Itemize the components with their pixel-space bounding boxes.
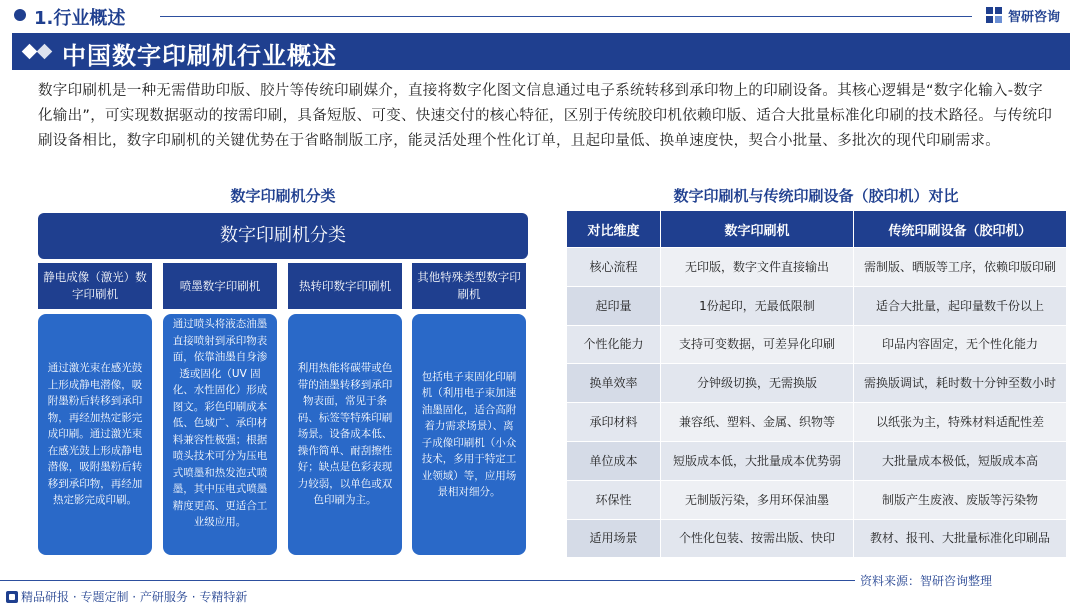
dimension-cell: 核心流程 [567, 248, 661, 287]
offset-cell: 需换版调试，耗时数十分钟至数小时 [854, 364, 1067, 403]
offset-cell: 制版产生废液、废版等污染物 [854, 480, 1067, 519]
footer-bar [6, 588, 247, 605]
table-row [567, 519, 1067, 558]
footer-report-icon [6, 591, 18, 603]
header-divider [160, 16, 972, 17]
table-row [567, 480, 1067, 519]
category-label: 其他特殊类型数字印刷机 [412, 263, 526, 309]
column-header: 数字印刷机 [661, 211, 854, 248]
category-label: 静电成像（激光）数字印刷机 [38, 263, 152, 309]
classification-heading: 数字印刷机分类 [230, 187, 336, 205]
dimension-cell: 适用场景 [567, 519, 661, 558]
source-note: 资料来源：智研咨询整理 [860, 574, 993, 588]
table-header-row [567, 211, 1067, 248]
title-banner [12, 33, 1070, 70]
dimension-cell: 换单效率 [567, 364, 661, 403]
offset-cell: 适合大批量，起印量数千份以上 [854, 286, 1067, 325]
intro-paragraph: 数字印刷机是一种无需借助印版、胶片等传统印刷媒介，直接将数字化图文信息通过电子系统转移到承印物上的印刷设备。其核心逻辑是“数字化输入-数字化输出”，可实现数据驱动的按需印刷，具备短版、可变、快速交付的核心特征，区别于传统胶印机依赖印版、适合大批量标准化印刷的技术路径。与传统印刷设备相比，数字印刷机的关键优势在于省略制版工序，能灵活处理个性化订单，且起印量低、换单速度快，契合小批量、多批次的现代印刷需求。 [38, 83, 1053, 149]
dimension-cell: 单位成本 [567, 441, 661, 480]
table-row [567, 286, 1067, 325]
digital-cell: 兼容纸、塑料、金属、织物等 [661, 403, 854, 442]
comparison-table [566, 210, 1067, 558]
brand-name: 智研咨询 [1008, 10, 1061, 25]
category-description: 通过激光束在感光鼓上形成静电潜像，吸附墨粉后转移到承印物，再经加热定影完成印刷。通过激光束在感光鼓上形成静电潜像，吸附墨粉后转移到承印物，再经加热定影完成印刷。 [38, 314, 152, 555]
dimension-cell: 环保性 [567, 480, 661, 519]
section-header [0, 0, 1080, 30]
page-title: 中国数字印刷机行业概述 [62, 42, 337, 70]
classification-header: 数字印刷机分类 [38, 213, 528, 259]
category-inkjet [163, 263, 277, 528]
diamond-icon [37, 44, 53, 60]
table-row [567, 248, 1067, 287]
footer-divider [0, 580, 855, 581]
brand-logo-icon [986, 7, 1004, 23]
category-description: 包括电子束固化印刷机（利用电子束加速油墨固化，适合高附着力需求场景）、离子成像印刷机（小众技术，多用于特定工业领域）等，应用场景相对细分。 [412, 314, 526, 555]
comparison-heading: 数字印刷机与传统印刷设备（胶印机）对比 [673, 187, 959, 205]
digital-cell: 1份起印，无最低限制 [661, 286, 854, 325]
digital-cell: 个性化包装、按需出版、快印 [661, 519, 854, 558]
dimension-cell: 个性化能力 [567, 325, 661, 364]
table-row [567, 403, 1067, 442]
offset-cell: 大批量成本极低，短版成本高 [854, 441, 1067, 480]
table-row [567, 325, 1067, 364]
brand-logo [986, 5, 1076, 25]
dimension-cell: 起印量 [567, 286, 661, 325]
offset-cell: 需制版、晒版等工序，依赖印版印刷 [854, 248, 1067, 287]
category-description: 通过喷头将液态油墨直接喷射到承印物表面，依靠油墨自身渗透或固化（UV 固化、水性固化）形成图文。彩色印刷成本低、色域广、承印材料兼容性极强；根据喷头技术可分为压电式喷墨和热发泡式喷墨，其中压电式喷墨精度更高、更适合工业级应用。 [163, 314, 277, 555]
category-description: 利用热能将碳带或色带的油墨转移到承印物表面，常见于条码、标签等特殊印刷场景。设备成本低、操作简单、耐刮擦性好；缺点是色彩表现力较弱，以单色或双色印刷为主。 [288, 314, 402, 555]
column-header: 对比维度 [567, 211, 661, 248]
category-label: 热转印数字印刷机 [288, 263, 402, 309]
digital-cell: 无印版，数字文件直接输出 [661, 248, 854, 287]
offset-cell: 教材、报刊、大批量标准化印刷品 [854, 519, 1067, 558]
category-label: 喷墨数字印刷机 [163, 263, 277, 309]
table-row [567, 441, 1067, 480]
category-other [412, 263, 526, 498]
table-row [567, 364, 1067, 403]
section-title: 1.行业概述 [34, 8, 126, 29]
digital-cell: 支持可变数据，可差异化印刷 [661, 325, 854, 364]
category-electrostatic [38, 263, 152, 507]
section-bullet-icon [14, 9, 26, 21]
offset-cell: 以纸张为主，特殊材料适配性差 [854, 403, 1067, 442]
offset-cell: 印品内容固定，无个性化能力 [854, 325, 1067, 364]
diamond-icon [22, 44, 38, 60]
digital-cell: 短版成本低，大批量成本优势弱 [661, 441, 854, 480]
footer-text: 精品研报 · 专题定制 · 产研服务 · 专精特新 [21, 590, 248, 604]
dimension-cell: 承印材料 [567, 403, 661, 442]
column-header: 传统印刷设备（胶印机） [854, 211, 1067, 248]
category-thermal-transfer [288, 263, 402, 507]
digital-cell: 分钟级切换，无需换版 [661, 364, 854, 403]
digital-cell: 无制版污染，多用环保油墨 [661, 480, 854, 519]
